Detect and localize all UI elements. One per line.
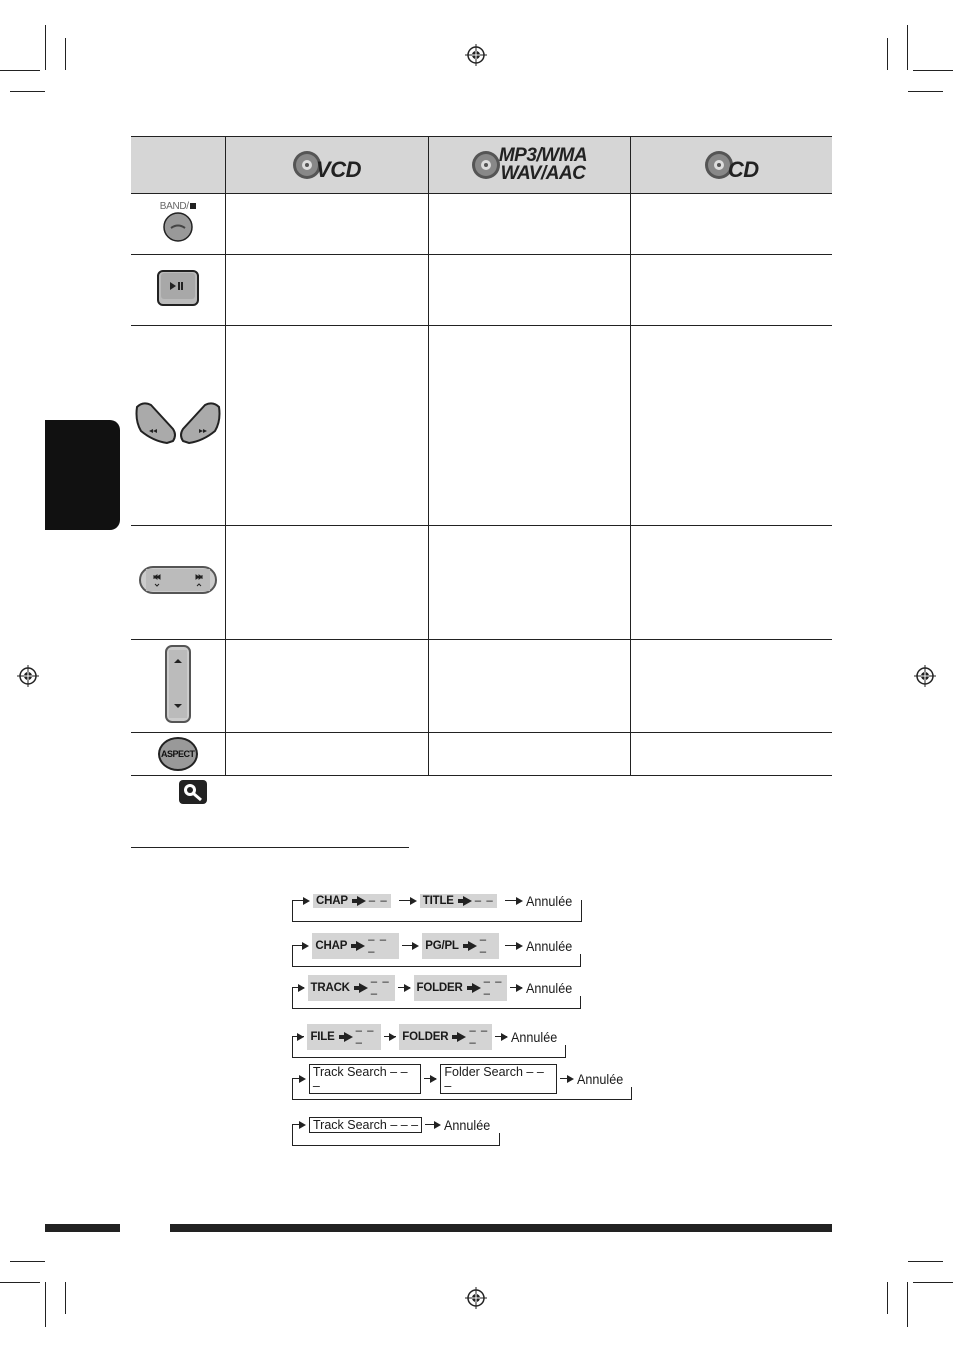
flow-tag (307, 1024, 380, 1050)
up-down-button-cell (131, 640, 225, 733)
search-flow-2 (292, 933, 581, 967)
play-pause-icon (156, 269, 200, 307)
tag-label: CHAP (316, 894, 348, 907)
cancelled-label: Annulée (525, 937, 572, 954)
vcd-cell (225, 526, 428, 640)
search-flow-3 (292, 975, 581, 1009)
flow-tag (312, 933, 399, 959)
tag-dash: – – – (483, 975, 503, 1000)
tag-label: FILE (310, 1030, 335, 1043)
operations-table (131, 136, 832, 776)
arrow-icon (505, 941, 522, 950)
vcd-cell (225, 255, 428, 326)
header-empty-cell (131, 137, 225, 194)
arrow-icon (292, 1074, 306, 1083)
tag-label: TRACK (310, 981, 350, 994)
cd-label: CD (727, 156, 759, 182)
crop-mark (913, 1282, 953, 1283)
crop-mark (0, 70, 40, 71)
band-stop-button-icon (161, 212, 195, 242)
mp3-label (498, 144, 588, 184)
table-row (131, 255, 832, 326)
arrow-icon (292, 896, 310, 905)
arrow-icon (292, 1032, 304, 1041)
arrow-icon (398, 983, 411, 992)
arrow-icon (424, 1074, 438, 1083)
stop-icon (190, 203, 196, 209)
aspect-button-icon (158, 737, 198, 771)
section-divider (131, 847, 409, 848)
vcd-cell (225, 326, 428, 526)
crop-mark (908, 91, 943, 92)
aspect-label: ASPECT (160, 749, 195, 759)
tag-label: FOLDER (402, 1030, 449, 1043)
vcd-cell (225, 640, 428, 733)
crop-mark (10, 1261, 45, 1262)
arrow-icon (495, 1032, 507, 1041)
table-row (131, 733, 832, 776)
footer-bar-left (45, 1224, 120, 1232)
crop-mark (10, 91, 45, 92)
flow-tag (399, 1024, 492, 1050)
rewind-forward-button-cell (131, 326, 225, 526)
flow-row (300, 975, 581, 1000)
mp3-cell (428, 733, 630, 776)
cd-cell (630, 255, 832, 326)
band-stop-button-cell (131, 194, 225, 255)
fat-arrow-icon (457, 1032, 466, 1042)
flow-row (300, 1024, 566, 1049)
mp3-cell (428, 640, 630, 733)
tag-label: CHAP (315, 939, 348, 952)
tag-dash: – – – (355, 1024, 375, 1049)
crop-mark (907, 1282, 908, 1327)
track-search-box: Track Search – – – (309, 1117, 422, 1133)
track-search-box: Track Search – – – (309, 1064, 421, 1094)
crop-mark (913, 70, 953, 71)
cd-cell (630, 640, 832, 733)
flow-row (300, 892, 581, 909)
crop-mark (908, 1261, 943, 1262)
cd-cell (630, 326, 832, 526)
cd-cell (630, 194, 832, 255)
fat-arrow-icon (357, 896, 366, 906)
cd-cell (630, 733, 832, 776)
band-stop-label (131, 201, 225, 212)
header-vcd (225, 137, 428, 194)
crop-mark (65, 38, 66, 70)
registration-mark-icon (465, 1287, 487, 1309)
cancelled-label: Annulée (510, 1028, 557, 1045)
language-side-tab (45, 420, 120, 530)
search-flow-5 (292, 1064, 632, 1100)
vcd-cell (225, 194, 428, 255)
tag-dash: – – (368, 894, 388, 907)
mp3-cell (428, 255, 630, 326)
flow-tag (420, 894, 497, 908)
crop-mark (887, 1282, 888, 1314)
table-header-row (131, 137, 832, 194)
registration-mark-icon (465, 44, 487, 66)
flow-row (300, 1116, 500, 1133)
flow-tag (422, 933, 499, 959)
search-flow-1 (292, 892, 582, 922)
arrow-icon (510, 983, 523, 992)
registration-mark-icon (17, 665, 39, 687)
crop-mark (65, 1282, 66, 1314)
band-label-text: BAND/ (159, 201, 189, 212)
tag-dash: – – – (370, 975, 390, 1000)
tag-label: TITLE (422, 894, 454, 907)
table-row (131, 640, 832, 733)
rewind-fast-forward-icon (133, 401, 223, 445)
folder-search-box: Folder Search – – – (440, 1064, 556, 1094)
flow-row (300, 933, 581, 958)
cancelled-label: Annulée (525, 979, 572, 996)
arrow-icon (560, 1074, 574, 1083)
arrow-icon (399, 896, 417, 905)
arrow-icon (402, 941, 419, 950)
cd-cell (630, 526, 832, 640)
vcd-label: VCD (316, 156, 361, 182)
search-flow-4 (292, 1024, 566, 1058)
arrow-icon (505, 896, 523, 905)
tag-dash: – – (479, 933, 488, 958)
fat-arrow-icon (344, 1032, 353, 1042)
aspect-button-cell (131, 733, 225, 776)
header-cd (630, 137, 832, 194)
flow-tag (308, 975, 395, 1001)
tag-label: FOLDER (416, 981, 463, 994)
prev-next-button-cell (131, 526, 225, 640)
tag-dash: – – (474, 894, 494, 907)
arrow-icon (292, 1120, 306, 1129)
previous-next-icon (138, 565, 218, 595)
tag-label: PG/PL (425, 939, 459, 952)
magnifier-icon (179, 780, 207, 804)
mp3-label-line1: MP3/WMA (498, 144, 588, 166)
header-mp3 (428, 137, 630, 194)
mp3-cell (428, 194, 630, 255)
tag-dash: – – – (469, 1024, 489, 1049)
footer-bar-right (170, 1224, 832, 1232)
crop-mark (45, 1282, 46, 1327)
table-row (131, 326, 832, 526)
flow-tag (313, 894, 391, 908)
vcd-cell (225, 733, 428, 776)
registration-mark-icon (914, 665, 936, 687)
up-down-icon (163, 644, 193, 724)
fat-arrow-icon (472, 983, 481, 993)
arrow-icon (292, 941, 309, 950)
table-row (131, 194, 832, 255)
cancelled-label: Annulée (444, 1116, 491, 1133)
arrow-icon (384, 1032, 396, 1041)
arrow-icon (292, 983, 305, 992)
mp3-cell (428, 526, 630, 640)
fat-arrow-icon (359, 983, 368, 993)
disc-icon (471, 150, 501, 180)
crop-mark (907, 25, 908, 70)
mp3-label-line2: WAV/AAC (500, 163, 586, 184)
table-row (131, 526, 832, 640)
crop-mark (0, 1282, 40, 1283)
flow-row (300, 1064, 632, 1093)
play-pause-button-cell (131, 255, 225, 326)
cancelled-label: Annulée (525, 892, 573, 909)
crop-mark (45, 25, 46, 70)
arrow-icon (425, 1120, 441, 1129)
fat-arrow-icon (356, 941, 365, 951)
mp3-cell (428, 326, 630, 526)
fat-arrow-icon (468, 941, 477, 951)
fat-arrow-icon (463, 896, 472, 906)
flow-tag (414, 975, 508, 1001)
cancelled-label: Annulée (576, 1070, 623, 1087)
tag-dash: – – – (368, 933, 388, 958)
crop-mark (887, 38, 888, 70)
search-flow-6 (292, 1116, 500, 1146)
